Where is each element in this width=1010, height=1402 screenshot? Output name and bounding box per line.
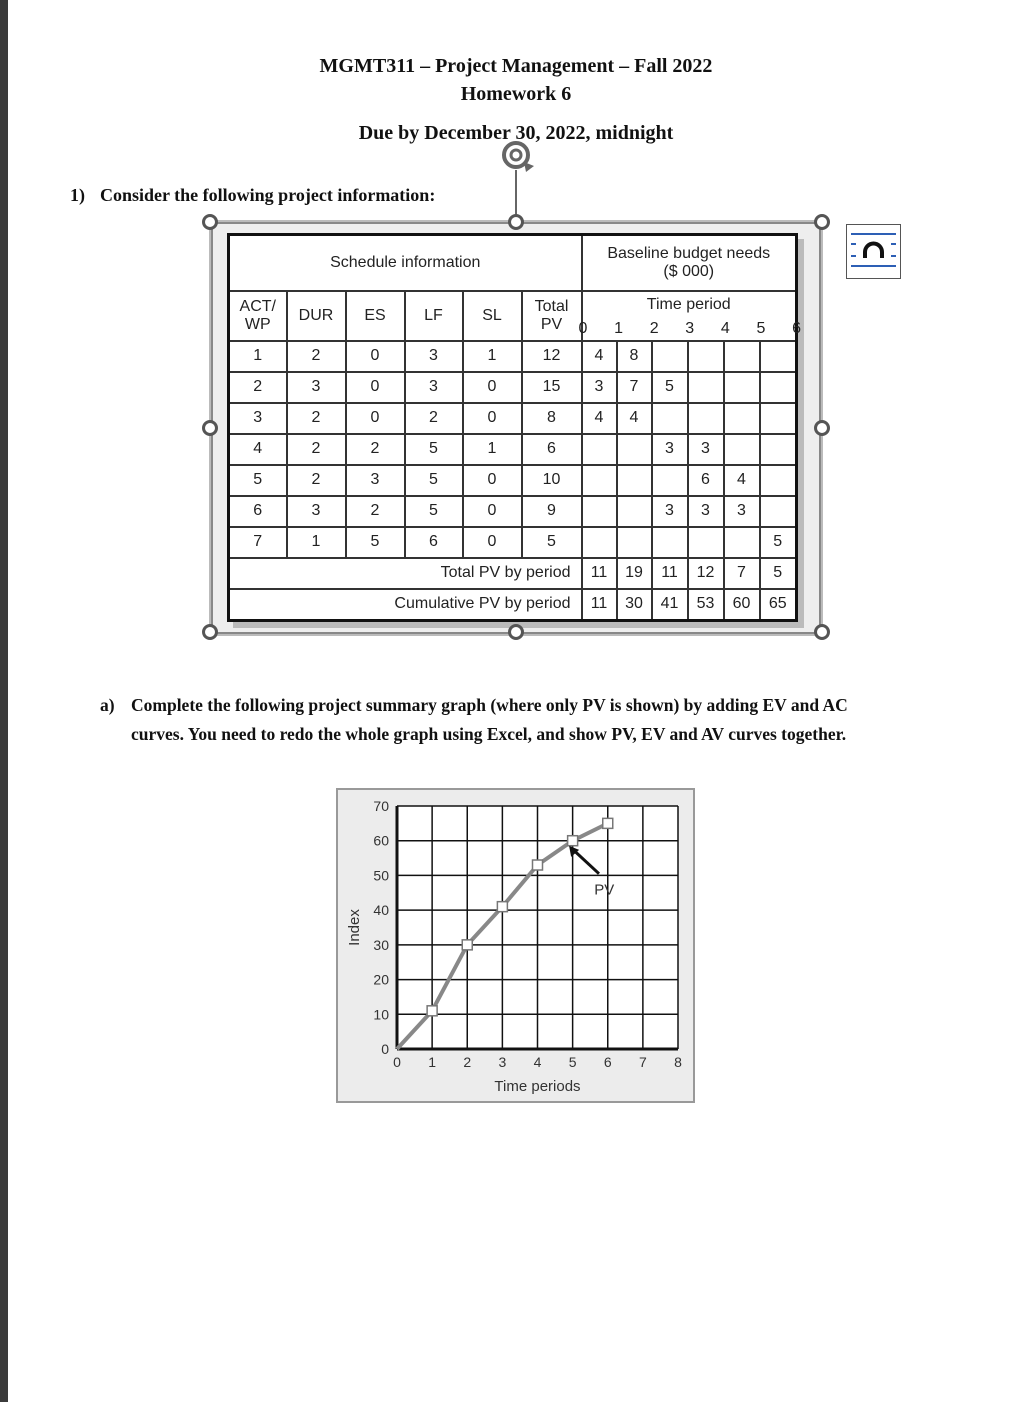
cell: 10 xyxy=(522,465,582,496)
period-cell: 3 xyxy=(688,434,724,465)
cell: 9 xyxy=(522,496,582,527)
cell: 2 xyxy=(287,465,346,496)
period-cell: 5 xyxy=(652,372,688,403)
cell: 1 xyxy=(463,341,522,372)
period-cell xyxy=(724,403,760,434)
question-1-text: Consider the following project information: xyxy=(100,185,436,205)
cell: 5 xyxy=(346,527,405,558)
period-cell xyxy=(724,434,760,465)
time-period-header xyxy=(578,291,801,341)
period-cell xyxy=(652,341,688,372)
cell: 2 xyxy=(287,434,346,465)
table-row xyxy=(229,496,797,527)
col-header-es: ES xyxy=(346,291,405,341)
period-cell xyxy=(724,372,760,403)
cell: 0 xyxy=(463,527,522,558)
period-cell xyxy=(582,496,617,527)
x-tick-label: 3 xyxy=(498,1054,507,1070)
cell: 1 xyxy=(287,527,346,558)
cell: 7 xyxy=(229,527,287,558)
period-cell: 4 xyxy=(724,465,760,496)
cell: 0 xyxy=(463,403,522,434)
cell: 2 xyxy=(405,403,463,434)
budget-header-label: Baseline budget needs xyxy=(607,244,771,262)
question-1-number: 1) xyxy=(70,185,85,205)
total-pv-cell: 19 xyxy=(617,558,652,589)
data-point xyxy=(533,860,543,870)
homework-title: Homework 6 xyxy=(460,83,572,105)
period-cell xyxy=(688,372,724,403)
col-header-total-pv: Total PV xyxy=(522,291,582,341)
period-tick: 2 xyxy=(649,319,659,337)
cell: 0 xyxy=(346,403,405,434)
y-tick-label: 10 xyxy=(373,1006,389,1023)
y-tick-label: 40 xyxy=(373,902,389,919)
x-tick-label: 8 xyxy=(674,1054,682,1070)
data-point xyxy=(497,902,507,912)
cumulative-pv-cell: 53 xyxy=(688,589,724,621)
course-title: MGMT311 – Project Management – Fall 2022 xyxy=(319,55,713,77)
cumulative-pv-label: Cumulative PV by period xyxy=(229,589,582,621)
resize-handle-top-right[interactable] xyxy=(814,214,830,230)
x-tick-label: 6 xyxy=(603,1054,612,1070)
total-pv-cell: 11 xyxy=(652,558,688,589)
table-row xyxy=(229,465,797,496)
data-point xyxy=(427,1006,437,1016)
data-point xyxy=(603,818,613,828)
x-tick-label: 2 xyxy=(463,1054,472,1070)
period-tick: 0 xyxy=(578,319,588,337)
period-cell: 6 xyxy=(688,465,724,496)
y-tick-label: 70 xyxy=(373,798,389,814)
cumulative-pv-cell: 60 xyxy=(724,589,760,621)
pv-chart xyxy=(336,788,695,1103)
x-tick-label: 4 xyxy=(533,1054,542,1070)
cumulative-pv-cell: 30 xyxy=(617,589,652,621)
period-cell xyxy=(688,341,724,372)
period-cell: 3 xyxy=(582,372,617,403)
table-row xyxy=(229,403,797,434)
data-point xyxy=(462,940,472,950)
period-cell xyxy=(582,465,617,496)
cell: 8 xyxy=(522,403,582,434)
period-cell: 3 xyxy=(724,496,760,527)
x-tick-label: 0 xyxy=(393,1054,401,1070)
cell: 0 xyxy=(463,372,522,403)
x-axis-label: Time periods xyxy=(494,1078,581,1095)
x-tick-label: 1 xyxy=(428,1054,437,1070)
period-cell xyxy=(617,434,652,465)
question-a-line1: Complete the following project summary graph (where only PV is shown) by adding EV and AC xyxy=(131,695,848,715)
y-tick-label: 0 xyxy=(381,1041,389,1057)
period-cell: 7 xyxy=(617,372,652,403)
cell: 1 xyxy=(229,341,287,372)
period-cell xyxy=(582,527,617,558)
pv-annotation-label: PV xyxy=(594,881,615,899)
period-cell xyxy=(760,434,797,465)
x-tick-label: 5 xyxy=(568,1054,577,1070)
project-info-table xyxy=(227,233,801,622)
table-row xyxy=(229,372,797,403)
period-cell xyxy=(617,496,652,527)
period-cell xyxy=(688,403,724,434)
time-period-label: Time period xyxy=(646,295,731,313)
cell: 0 xyxy=(346,372,405,403)
cell: 3 xyxy=(287,372,346,403)
cell: 4 xyxy=(229,434,287,465)
y-axis-label: Index xyxy=(346,909,363,946)
col-header-act: ACT/ WP xyxy=(229,291,287,341)
period-cell: 3 xyxy=(652,434,688,465)
cumulative-pv-cell: 65 xyxy=(760,589,797,621)
cumulative-pv-cell: 41 xyxy=(652,589,688,621)
cell: 5 xyxy=(229,465,287,496)
cell: 2 xyxy=(229,372,287,403)
period-ticks xyxy=(579,320,802,338)
total-pv-cell: 12 xyxy=(688,558,724,589)
col-header-dur: DUR xyxy=(287,291,346,341)
cell: 5 xyxy=(405,496,463,527)
cell: 0 xyxy=(463,496,522,527)
period-tick: 1 xyxy=(614,319,623,337)
period-tick: 5 xyxy=(756,319,766,337)
period-cell xyxy=(760,341,797,372)
resize-handle-bottom-left[interactable] xyxy=(202,624,218,640)
cell: 2 xyxy=(287,341,346,372)
table-row xyxy=(229,527,797,558)
period-cell xyxy=(617,465,652,496)
cell: 2 xyxy=(346,496,405,527)
schedule-header: Schedule information xyxy=(229,235,582,291)
resize-handle-left[interactable] xyxy=(202,420,218,436)
due-date: Due by December 30, 2022, midnight xyxy=(358,122,674,144)
table-row xyxy=(229,341,797,372)
period-cell: 4 xyxy=(582,403,617,434)
period-cell xyxy=(724,341,760,372)
period-tick: 6 xyxy=(792,319,801,337)
total-pv-cell: 11 xyxy=(582,558,617,589)
period-cell xyxy=(760,496,797,527)
period-cell xyxy=(617,527,652,558)
cell: 0 xyxy=(463,465,522,496)
cell: 3 xyxy=(405,372,463,403)
period-cell xyxy=(760,465,797,496)
total-pv-cell: 7 xyxy=(724,558,760,589)
table-row xyxy=(229,434,797,465)
period-cell xyxy=(582,434,617,465)
period-cell xyxy=(652,465,688,496)
cumulative-pv-cell: 11 xyxy=(582,589,617,621)
budget-unit: ($ 000) xyxy=(663,262,715,280)
period-cell: 3 xyxy=(688,496,724,527)
y-tick-label: 30 xyxy=(373,936,389,953)
rotate-handle-icon[interactable] xyxy=(496,136,538,174)
cell: 2 xyxy=(287,403,346,434)
period-cell xyxy=(760,403,797,434)
period-cell xyxy=(652,403,688,434)
rotation-handle-line xyxy=(515,170,517,215)
cell: 12 xyxy=(522,341,582,372)
cell: 5 xyxy=(405,465,463,496)
y-tick-label: 20 xyxy=(373,971,389,988)
cell: 2 xyxy=(346,434,405,465)
resize-handle-top-left[interactable] xyxy=(202,214,218,230)
period-tick: 4 xyxy=(720,319,730,337)
period-cell: 4 xyxy=(582,341,617,372)
cell: 5 xyxy=(522,527,582,558)
col-header-lf: LF xyxy=(405,291,463,341)
layout-options-icon[interactable] xyxy=(846,224,901,279)
total-pv-cell: 5 xyxy=(760,558,797,589)
resize-handle-right[interactable] xyxy=(814,420,830,436)
period-cell: 4 xyxy=(617,403,652,434)
period-cell xyxy=(688,527,724,558)
question-a-number: a) xyxy=(100,695,115,715)
cell: 6 xyxy=(522,434,582,465)
cell: 3 xyxy=(229,403,287,434)
cell: 0 xyxy=(346,341,405,372)
period-cell: 8 xyxy=(617,341,652,372)
y-tick-label: 50 xyxy=(373,867,389,884)
period-cell xyxy=(724,527,760,558)
data-point xyxy=(568,836,578,846)
cell: 5 xyxy=(405,434,463,465)
cell: 3 xyxy=(405,341,463,372)
period-tick: 3 xyxy=(685,319,695,337)
left-edge-bar xyxy=(0,0,8,1402)
resize-handle-top[interactable] xyxy=(508,214,524,230)
budget-header xyxy=(582,235,797,291)
y-tick-label: 60 xyxy=(373,832,389,849)
cell: 3 xyxy=(346,465,405,496)
x-tick-label: 7 xyxy=(638,1054,647,1070)
question-a-line2: curves. You need to redo the whole graph using Excel, and show PV, EV and AV curves together. xyxy=(131,724,847,744)
resize-handle-bottom-right[interactable] xyxy=(814,624,830,640)
cell: 6 xyxy=(405,527,463,558)
resize-handle-bottom[interactable] xyxy=(508,624,524,640)
period-cell xyxy=(652,527,688,558)
period-cell xyxy=(760,372,797,403)
total-pv-label: Total PV by period xyxy=(229,558,582,589)
col-header-sl: SL xyxy=(463,291,522,341)
cell: 3 xyxy=(287,496,346,527)
cell: 15 xyxy=(522,372,582,403)
period-cell: 3 xyxy=(652,496,688,527)
cell: 6 xyxy=(229,496,287,527)
cell: 1 xyxy=(463,434,522,465)
period-cell: 5 xyxy=(760,527,797,558)
